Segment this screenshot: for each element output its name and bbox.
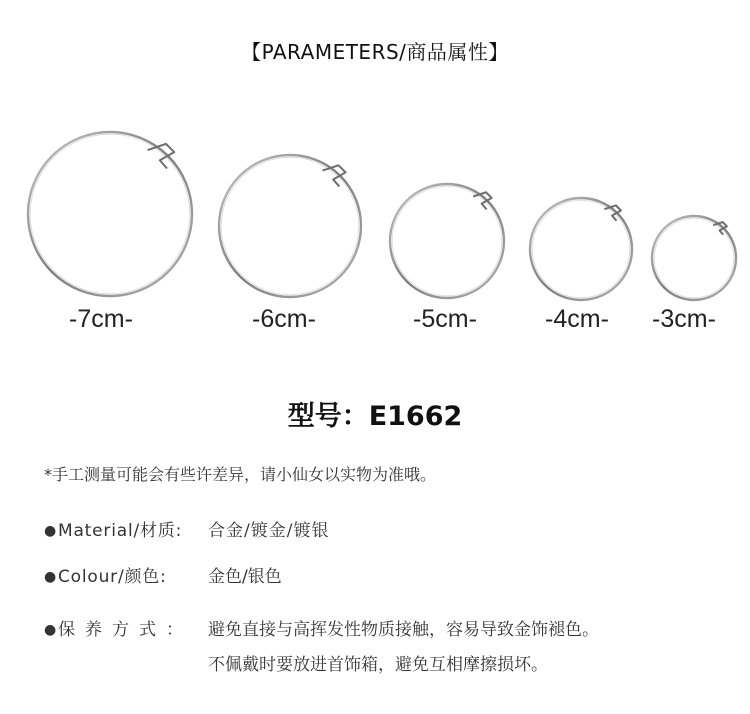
bullet-icon: ●: [44, 523, 57, 539]
colour-value: 金色/银色: [208, 567, 282, 587]
material-label: Material/材质:: [58, 521, 183, 541]
hoop-clasp: [323, 165, 346, 186]
size-label-7cm: -7cm-: [69, 305, 133, 333]
care-line-2: 不佩戴时要放进首饰箱，避免互相摩擦损坏。: [208, 655, 548, 675]
hoop-6cm: [219, 155, 361, 297]
hoop-clasp: [148, 144, 175, 169]
size-label-3cm: -3cm-: [652, 305, 716, 333]
size-label-5cm: -5cm-: [413, 305, 477, 333]
size-label-4cm: -4cm-: [545, 305, 609, 333]
page-title: 【PARAMETERS/商品属性】: [241, 40, 509, 64]
hoop-4cm: [530, 198, 632, 300]
colour-label: Colour/颜色:: [58, 567, 167, 587]
colour-row: [44, 562, 282, 587]
hoop-7cm: [28, 132, 192, 296]
measurement-note: *手工测量可能会有些许差异，请小仙女以实物为准哦。: [44, 465, 437, 484]
model-number: 型号：E1662: [287, 401, 463, 432]
care-row: [44, 615, 599, 640]
care-line-1: 避免直接与高挥发性物质接触，容易导致金饰褪色。: [208, 620, 599, 640]
material-row: [44, 516, 329, 541]
size-label-6cm: -6cm-: [252, 305, 316, 333]
bullet-icon: ●: [44, 569, 57, 585]
bullet-icon: ●: [44, 622, 57, 638]
material-value: 合金/镀金/镀银: [208, 521, 330, 541]
care-label: 保养方式：: [58, 620, 193, 640]
hoop-3cm: [652, 216, 736, 300]
hoop-5cm: [390, 184, 504, 298]
